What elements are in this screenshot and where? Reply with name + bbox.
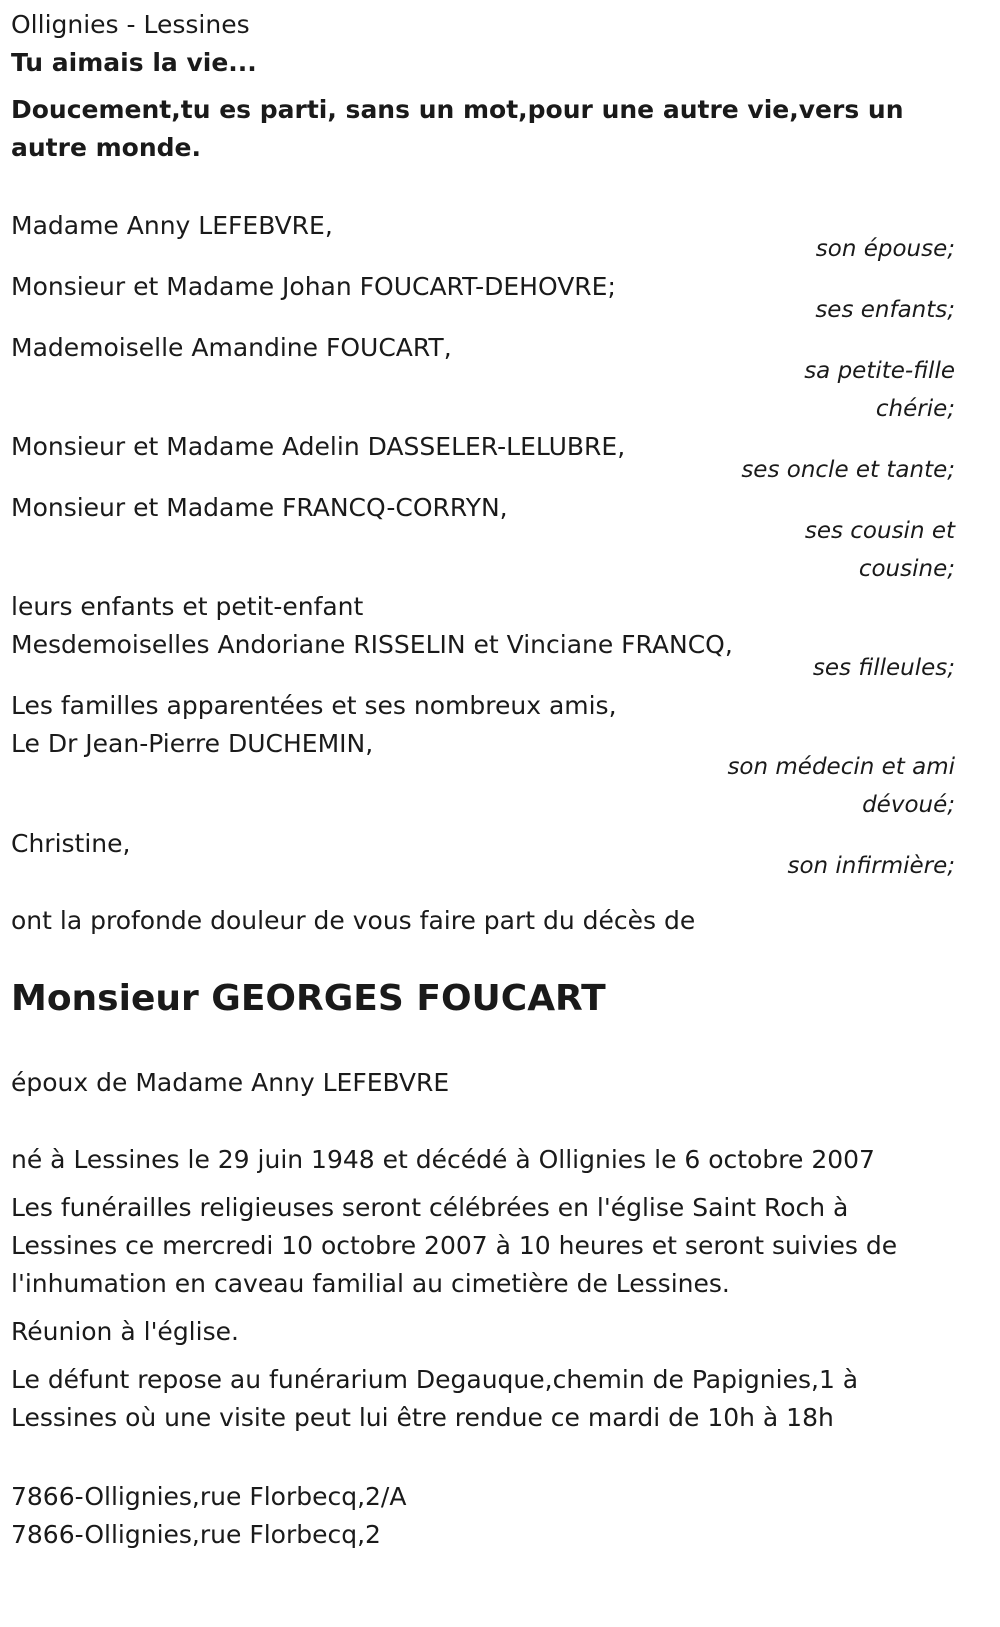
family-relation: son médecin et ami dévoué; [727,754,955,818]
funeral-ceremony: Les funérailles religieuses seront célébrées en l'église Saint Roch à Lessines ce mercredi 10 octobre 2007 à 10 heures et seront suivies de l'inhumation en caveau familial au cimetière de Lessines. [11,1193,898,1298]
family-name-secondary: Mesdemoiselles Andoriane RISSELIN et Vinciane FRANCQ, [11,630,733,659]
location-line: Ollignies - Lessines [11,10,250,39]
address-line: 7866-Ollignies,rue Florbecq,2 [11,1520,381,1549]
verse-title: Tu aimais la vie... [11,48,257,77]
address-line: 7866-Ollignies,rue Florbecq,2/A [11,1482,407,1511]
family-relation: son épouse; [815,236,955,262]
funeral-meeting: Réunion à l'église. [11,1317,239,1346]
family-name: Monsieur et Madame Johan FOUCART-DEHOVRE; [11,272,616,301]
deceased-spouse: époux de Madame Anny LEFEBVRE [11,1068,450,1097]
family-name: Monsieur et Madame FRANCQ-CORRYN, [11,493,508,522]
funeral-visitation: Le défunt repose au funérarium Degauque,chemin de Papignies,1 à Lessines où une visite peut lui être rendue ce mardi de 10h à 18h [11,1365,859,1432]
deceased-dates: né à Lessines le 29 juin 1948 et décédé à Ollignies le 6 octobre 2007 [11,1145,875,1174]
deceased-name: Monsieur GEORGES FOUCART [11,978,606,1019]
family-relation: ses enfants; [815,297,955,323]
announcement-text: ont la profonde douleur de vous faire part du décès de [11,906,696,935]
family-relation: ses oncle et tante; [741,457,955,483]
family-name: Christine, [11,829,131,858]
family-relation: ses cousin et cousine; [804,518,955,582]
family-name: Madame Anny LEFEBVRE, [11,211,333,240]
family-relation: son infirmière; [787,853,955,879]
family-relation: sa petite-fille chérie; [804,358,955,422]
family-name: leurs enfants et petit-enfant [11,592,364,621]
verse-text: Doucement,tu es parti, sans un mot,pour une autre vie,vers un autre monde. [11,95,904,162]
family-name: Monsieur et Madame Adelin DASSELER-LELUBRE, [11,432,626,461]
family-relation: ses filleules; [812,655,955,681]
family-name: Les familles apparentées et ses nombreux amis, [11,691,617,720]
family-name: Mademoiselle Amandine FOUCART, [11,333,452,362]
family-name-secondary: Le Dr Jean-Pierre DUCHEMIN, [11,729,374,758]
